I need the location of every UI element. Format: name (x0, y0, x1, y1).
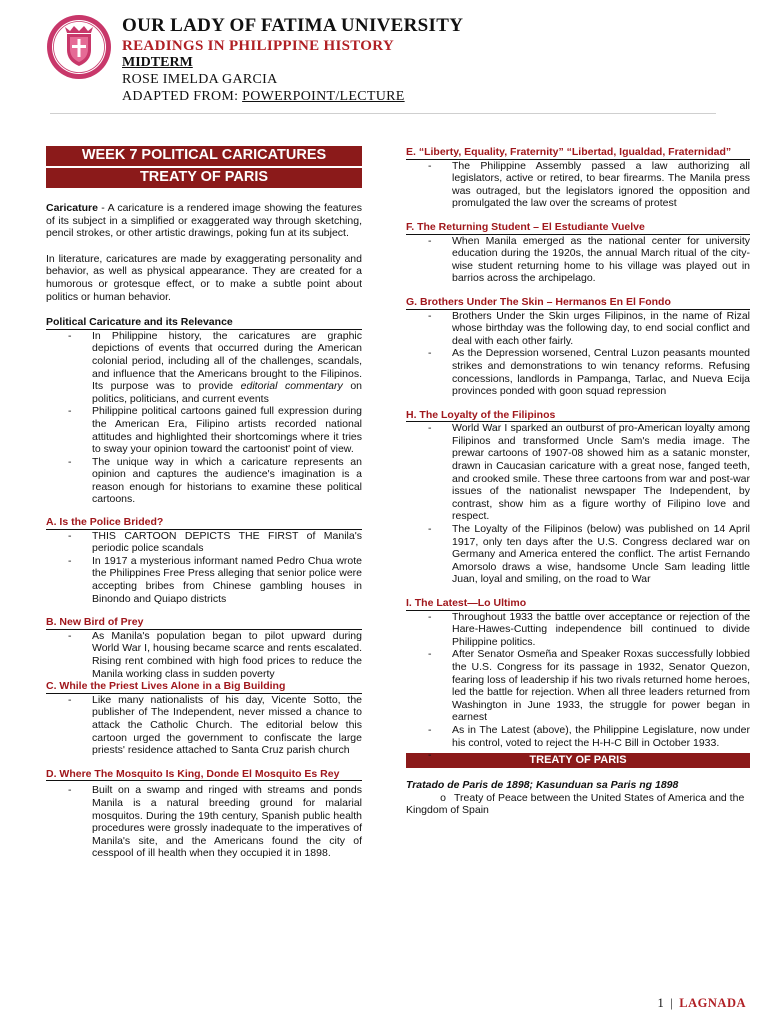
treaty-description (406, 792, 750, 817)
relevance-b1-text: In Philippine history, the caricatures are graphic depictions of events that occurred during the American colonial period, including all of the challenges, scandals, and influence that the Americans brought to the Filipinos. Its purpose was to provide (92, 329, 362, 393)
footer-name: LAGNADA (679, 996, 746, 1010)
term-label: MIDTERM (122, 55, 193, 70)
university-seal (46, 14, 112, 80)
section-f-heading: F. The Returning Student – El Estudiante Vuelve (406, 221, 750, 235)
editorial-commentary-emphasis: editorial commentary (240, 380, 343, 393)
topic-title-bar: TREATY OF PARIS (46, 168, 362, 188)
list-item: - Like many nationalists of his day, Vicente Sotto, the publisher of The Independent, never missed a chance to attack the Catholic Church. The editorial below this cartoon urged the government to confiscate the large priests' residence attached to Santa Cruz parish church (46, 694, 362, 757)
university-name: OUR LADY OF FATIMA UNIVERSITY (122, 15, 464, 36)
section-f-list (406, 235, 750, 285)
adapted-from (122, 88, 463, 105)
footer-separator: | (670, 996, 674, 1010)
caricature-definition (46, 202, 362, 240)
list-item: - The Philippine Assembly passed a law authorizing all legislators, active or retired, to bear firearms. The Manila press was outraged, but the legislators ignored the opposition and promulgated the law over the screams of protest (406, 160, 750, 210)
section-c-heading: C. While the Priest Lives Alone in a Big Building (46, 680, 362, 694)
section-d-list (46, 784, 362, 860)
list-item: - Philippine political cartoons gained full expression during the American Era, Filipino artists recorded national attitudes and highlighted their shortcomings where it tries to sway your opinion toward the cartoonist' point of view. (46, 405, 362, 455)
section-g-heading: G. Brothers Under The Skin – Hermanos En El Fondo (406, 296, 750, 310)
list-item: - Throughout 1933 the battle over acceptance or rejection of the Hare-Hawes-Cutting independence bill continued to divide Philippine politics. (406, 611, 750, 649)
relevance-b1-tail: on politics, politicians, and current events (92, 380, 362, 405)
caricature-definition-text: - A caricature is a rendered image showing the features of its subject in a simplified or exaggerated way through sketching, pencil strokes, or other artistic drawings, poking fun at its subject. (46, 202, 362, 240)
author-name: ROSE IMELDA GARCIA (122, 72, 278, 87)
right-column (406, 146, 750, 817)
list-item: - As Manila's population began to pilot upward during World War I, housing became scarce and rents escalated. Rising rent combined with high food prices to reduce the Manila working class in sudden poverty (46, 630, 362, 680)
document-header (122, 15, 463, 105)
list-item: - As in The Latest (above), the Philippine Legislature, now under his control, voted to reject the H-H-C Bill in October 1933. (406, 724, 750, 749)
left-column (46, 146, 362, 860)
section-d-heading: D. Where The Mosquito Is King, Donde El Mosquito Es Rey (46, 768, 362, 782)
treaty-description-text: Treaty of Peace between the United States of America and the Kingdom of Spain (406, 791, 745, 817)
list-item: - World War I sparked an outburst of pro-American loyalty among Filipinos and transformed Uncle Sam's media image. The prewar cartoons of 1907-08 showed him as a satanic monster, drawn in Caucasian caricature with a great nose, fanged teeth, and crooked smile. These three cartoons from war and post-war issues of the nationalist newspaper The Independent, by contrast, show him as a figure worthy of Filipino love and respect. (406, 422, 750, 523)
adapted-prefix: ADAPTED FROM: (122, 89, 243, 104)
section-a-heading: A. Is the Police Brided? (46, 516, 362, 530)
page-number: 1 (657, 996, 665, 1010)
section-a-list (46, 530, 362, 606)
literature-paragraph: In literature, caricatures are made by exaggerating personality and behavior, as well as physical appearance. They are created for a humorous or grotesque effect, or to make a subtle point about politics or human behavior. (46, 252, 362, 303)
o-marker: o (440, 791, 446, 804)
list-item: - When Manila emerged as the national center for university education during the 1920s, the annual March ritual of the city-wise student returning home to his village was played out in barrios across the archipelago. (406, 235, 750, 285)
relevance-list (46, 330, 362, 506)
tratado-title: Tratado de Paris de 1898; Kasunduan sa Paris ng 1898 (406, 779, 679, 792)
list-item: - Brothers Under the Skin urges Filipinos, in the name of Rizal whose birthday was the following day, to end social conflict and deal with each other fairly. (406, 310, 750, 348)
relevance-heading: Political Caricature and its Relevance (46, 316, 362, 330)
list-item: - The Loyalty of the Filipinos (below) was published on 14 April 1917, only ten days after the U.S. Congress declared war on Germany and America entered the conflict. The artist Fernando Amorsolo draws a wise, handsome Uncle Sam leading little Juan, loyal and smiling, on the road to War (406, 523, 750, 586)
section-i-list (406, 611, 750, 750)
section-e-list (406, 160, 750, 210)
week-title-bar: WEEK 7 POLITICAL CARICATURES (46, 146, 362, 166)
list-item: - As the Depression worsened, Central Luzon peasants mounted strikes and demonstrations to win tenancy reforms. Refusing concessions, landlords in Pampanga, Tarlac, and Nueva Ecija provinces ponded with goon squad repression (406, 347, 750, 397)
caricature-term: Caricature (46, 202, 98, 214)
page-footer (658, 997, 746, 1010)
list-item: - In 1917 a mysterious informant named Pedro Chua wrote the Philippines Free Press alleging that senior police were accepting bribes from Chinese gambling houses in Binondo and Quiapo districts (46, 555, 362, 605)
list-item: - The unique way in which a caricature represents an opinion and captures the audience's imagination is a reason enough for historians to examine these political cartoons. (46, 456, 362, 506)
section-e-heading: E. “Liberty, Equality, Fraternity” “Libertad, Igualdad, Fraternidad” (406, 146, 750, 160)
section-g-list (406, 310, 750, 398)
adapted-source: POWERPOINT/LECTURE (242, 89, 405, 104)
list-item (46, 330, 362, 406)
section-h-list (406, 422, 750, 586)
treaty-of-paris-bar: TREATY OF PARIS (406, 753, 750, 768)
section-h-heading: H. The Loyalty of the Filipinos (406, 409, 750, 423)
list-item: - THIS CARTOON DEPICTS THE FIRST of Manila's periodic police scandals (46, 530, 362, 555)
section-c-list (46, 694, 362, 757)
section-i-heading: I. The Latest—Lo Ultimo (406, 597, 750, 611)
section-b-list (46, 630, 362, 680)
course-title: READINGS IN PHILIPPINE HISTORY (122, 38, 394, 54)
section-b-heading: B. New Bird of Prey (46, 616, 362, 630)
header-divider (50, 113, 716, 114)
list-item: - After Senator Osmeña and Speaker Roxas successfully lobbied the U.S. Congress for its passage in 1932, Senator Quezon, fearing loss of leadership if his two rivals returned home heroes, led the battle for rejection. When all three leaders returned from Washington in June 1933, the struggle for power began in earnest (406, 648, 750, 724)
list-item: - Built on a swamp and ringed with streams and ponds Manila is a natural breeding ground for malarial mosquitos. During the 19th century, Spanish public health procedures were grossly inadequate to the imperatives of Manila's site, and the Americans found the city of cesspool of ill health when they occupied it in 1898. (46, 784, 362, 860)
